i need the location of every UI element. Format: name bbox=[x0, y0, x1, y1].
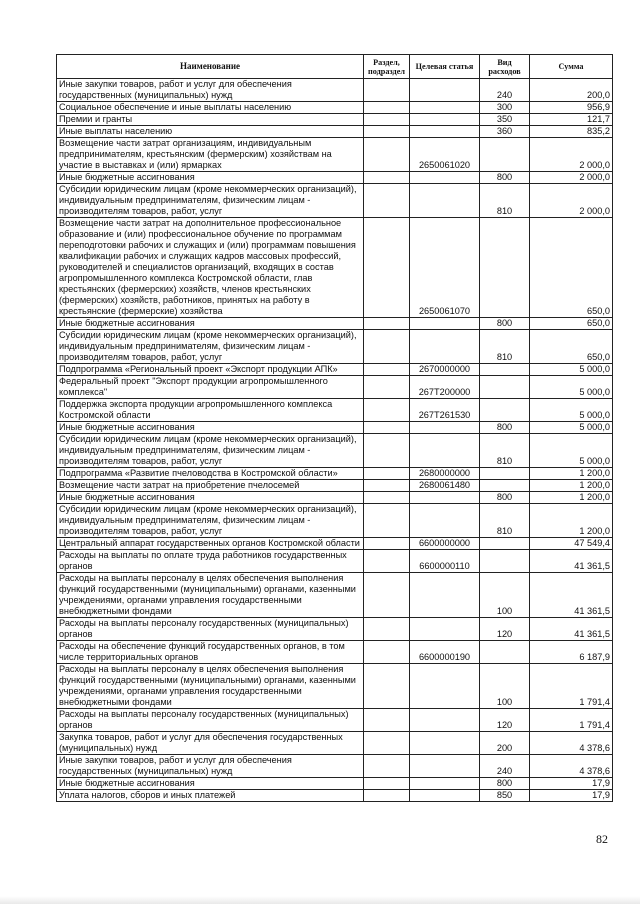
row-sum: 650,0 bbox=[530, 330, 613, 364]
row-target: 267T200000 bbox=[410, 376, 480, 399]
row-sum: 200,0 bbox=[530, 79, 613, 102]
row-kind: 800 bbox=[480, 172, 530, 184]
table-row bbox=[57, 468, 613, 480]
row-sum: 835,2 bbox=[530, 126, 613, 138]
row-sum: 1 791,4 bbox=[530, 709, 613, 732]
row-kind: 810 bbox=[480, 184, 530, 218]
row-section bbox=[364, 330, 410, 364]
row-name: Подпрограмма «Региональный проект «Экспорт продукции АПК» bbox=[57, 364, 364, 376]
table-row bbox=[57, 376, 613, 399]
row-target: 2680000000 bbox=[410, 468, 480, 480]
row-kind: 120 bbox=[480, 709, 530, 732]
page-number: 82 bbox=[596, 832, 608, 846]
row-section bbox=[364, 218, 410, 318]
row-sum: 17,9 bbox=[530, 778, 613, 790]
scan-edge bbox=[0, 896, 640, 904]
row-name: Подпрограмма «Развитие пчеловодства в Костромской области» bbox=[57, 468, 364, 480]
row-section bbox=[364, 732, 410, 755]
row-sum: 5 000,0 bbox=[530, 399, 613, 422]
table-row bbox=[57, 318, 613, 330]
row-kind bbox=[480, 550, 530, 573]
row-target bbox=[410, 330, 480, 364]
row-kind: 100 bbox=[480, 664, 530, 709]
row-name: Премии и гранты bbox=[57, 114, 364, 126]
row-target bbox=[410, 732, 480, 755]
row-name: Иные закупки товаров, работ и услуг для обеспечения государственных (муниципальных) нужд bbox=[57, 79, 364, 102]
row-sum: 5 000,0 bbox=[530, 376, 613, 399]
row-sum: 5 000,0 bbox=[530, 422, 613, 434]
row-name: Возмещение части затрат на дополнительное профессиональное образование и (или) профессиональное обучение по программам переподготовки рабочих и служащих и (или) программам повышения квалификации рабочих и служащих кадров массовых профессий, руководителей и специалистов организаций, входящих в состав агропромышленного комплекса Костромской области, глав крестьянских (фермерских) хозяйств, членов крестьянских (фермерских) хозяйств, работников, принятых на работу в крестьянские (фермерские) хозяйства bbox=[57, 218, 364, 318]
row-section bbox=[364, 550, 410, 573]
row-section bbox=[364, 172, 410, 184]
row-kind: 300 bbox=[480, 102, 530, 114]
row-name: Расходы на выплаты персоналу в целях обеспечения выполнения функций государственными (муниципальными) органами, казенными учреждениями, органами управления государственными внебюджетными фондами bbox=[57, 573, 364, 618]
row-target: 2650061020 bbox=[410, 138, 480, 172]
row-kind: 800 bbox=[480, 422, 530, 434]
row-sum: 1 200,0 bbox=[530, 480, 613, 492]
row-target bbox=[410, 755, 480, 778]
row-name: Субсидии юридическим лицам (кроме некоммерческих организаций), индивидуальным предпринимателям, физическим лицам - производителям товаров, работ, услуг bbox=[57, 434, 364, 468]
row-name: Федеральный проект "Экспорт продукции агропромышленного комплекса" bbox=[57, 376, 364, 399]
row-name: Социальное обеспечение и иные выплаты населению bbox=[57, 102, 364, 114]
row-target bbox=[410, 504, 480, 538]
table-row bbox=[57, 434, 613, 468]
row-target: 6600000110 bbox=[410, 550, 480, 573]
row-target bbox=[410, 573, 480, 618]
table-row bbox=[57, 664, 613, 709]
row-kind bbox=[480, 468, 530, 480]
row-section bbox=[364, 492, 410, 504]
row-kind bbox=[480, 364, 530, 376]
row-name: Субсидии юридическим лицам (кроме некоммерческих организаций), индивидуальным предпринимателям, физическим лицам - производителям товаров, работ, услуг bbox=[57, 504, 364, 538]
row-kind bbox=[480, 538, 530, 550]
row-target bbox=[410, 172, 480, 184]
budget-page bbox=[56, 54, 612, 802]
row-name: Иные бюджетные ассигнования bbox=[57, 422, 364, 434]
row-kind: 800 bbox=[480, 318, 530, 330]
row-section bbox=[364, 538, 410, 550]
row-target: 2680061480 bbox=[410, 480, 480, 492]
row-section bbox=[364, 184, 410, 218]
row-kind: 240 bbox=[480, 79, 530, 102]
row-sum: 6 187,9 bbox=[530, 641, 613, 664]
table-row bbox=[57, 538, 613, 550]
row-kind: 120 bbox=[480, 618, 530, 641]
row-name: Закупка товаров, работ и услуг для обеспечения государственных (муниципальных) нужд bbox=[57, 732, 364, 755]
row-sum: 1 200,0 bbox=[530, 468, 613, 480]
row-section bbox=[364, 641, 410, 664]
row-kind: 350 bbox=[480, 114, 530, 126]
row-sum: 956,9 bbox=[530, 102, 613, 114]
header-name: Наименование bbox=[57, 55, 364, 79]
row-kind bbox=[480, 480, 530, 492]
row-kind: 810 bbox=[480, 330, 530, 364]
row-section bbox=[364, 434, 410, 468]
row-sum: 2 000,0 bbox=[530, 138, 613, 172]
table-row bbox=[57, 218, 613, 318]
row-name: Расходы на выплаты персоналу государственных (муниципальных) органов bbox=[57, 618, 364, 641]
row-section bbox=[364, 790, 410, 802]
row-name: Иные бюджетные ассигнования bbox=[57, 778, 364, 790]
row-name: Расходы на обеспечение функций государственных органов, в том числе территориальных органов bbox=[57, 641, 364, 664]
row-target bbox=[410, 126, 480, 138]
row-kind: 810 bbox=[480, 434, 530, 468]
row-section bbox=[364, 376, 410, 399]
row-sum: 1 791,4 bbox=[530, 664, 613, 709]
table-row bbox=[57, 126, 613, 138]
row-sum: 650,0 bbox=[530, 218, 613, 318]
row-section bbox=[364, 422, 410, 434]
row-target bbox=[410, 492, 480, 504]
row-kind: 810 bbox=[480, 504, 530, 538]
row-target bbox=[410, 79, 480, 102]
table-row bbox=[57, 102, 613, 114]
row-target bbox=[410, 422, 480, 434]
table-row bbox=[57, 330, 613, 364]
row-sum: 41 361,5 bbox=[530, 550, 613, 573]
row-target bbox=[410, 318, 480, 330]
row-name: Субсидии юридическим лицам (кроме некоммерческих организаций), индивидуальным предпринимателям, физическим лицам - производителям товаров, работ, услуг bbox=[57, 184, 364, 218]
header-target: Целевая статья bbox=[410, 55, 480, 79]
row-section bbox=[364, 79, 410, 102]
row-sum: 2 000,0 bbox=[530, 184, 613, 218]
row-kind: 100 bbox=[480, 573, 530, 618]
table-row bbox=[57, 399, 613, 422]
row-name: Субсидии юридическим лицам (кроме некоммерческих организаций), индивидуальным предпринимателям, физическим лицам - производителям товаров, работ, услуг bbox=[57, 330, 364, 364]
row-section bbox=[364, 480, 410, 492]
row-target: 2670000000 bbox=[410, 364, 480, 376]
row-section bbox=[364, 126, 410, 138]
row-section bbox=[364, 399, 410, 422]
table-row bbox=[57, 732, 613, 755]
budget-table bbox=[56, 54, 613, 802]
row-section bbox=[364, 318, 410, 330]
row-name: Уплата налогов, сборов и иных платежей bbox=[57, 790, 364, 802]
row-sum: 4 378,6 bbox=[530, 732, 613, 755]
row-section bbox=[364, 364, 410, 376]
row-name: Поддержка экспорта продукции агропромышленного комплекса Костромской области bbox=[57, 399, 364, 422]
row-target bbox=[410, 114, 480, 126]
row-target: 267T261530 bbox=[410, 399, 480, 422]
row-name: Расходы на выплаты по оплате труда работников государственных органов bbox=[57, 550, 364, 573]
row-target bbox=[410, 102, 480, 114]
row-kind bbox=[480, 376, 530, 399]
row-kind bbox=[480, 138, 530, 172]
header-kind: Вид расходов bbox=[480, 55, 530, 79]
row-section bbox=[364, 618, 410, 641]
table-row bbox=[57, 778, 613, 790]
row-target: 2650061070 bbox=[410, 218, 480, 318]
table-row bbox=[57, 550, 613, 573]
row-target bbox=[410, 618, 480, 641]
row-sum: 4 378,6 bbox=[530, 755, 613, 778]
row-target bbox=[410, 790, 480, 802]
table-row bbox=[57, 618, 613, 641]
row-name: Возмещение части затрат на приобретение пчелосемей bbox=[57, 480, 364, 492]
row-name: Возмещение части затрат организациям, индивидуальным предпринимателям, крестьянским (фермерским) хозяйствам на участие в выставках и (или) ярмарках bbox=[57, 138, 364, 172]
row-section bbox=[364, 755, 410, 778]
table-row bbox=[57, 364, 613, 376]
table-row bbox=[57, 709, 613, 732]
row-target bbox=[410, 184, 480, 218]
row-section bbox=[364, 504, 410, 538]
row-kind: 200 bbox=[480, 732, 530, 755]
table-row bbox=[57, 138, 613, 172]
header-sum: Сумма bbox=[530, 55, 613, 79]
row-target bbox=[410, 709, 480, 732]
row-section bbox=[364, 709, 410, 732]
table-row bbox=[57, 172, 613, 184]
row-kind: 360 bbox=[480, 126, 530, 138]
row-target bbox=[410, 778, 480, 790]
row-sum: 650,0 bbox=[530, 318, 613, 330]
row-target: 6600000000 bbox=[410, 538, 480, 550]
row-kind bbox=[480, 218, 530, 318]
row-sum: 5 000,0 bbox=[530, 434, 613, 468]
table-row bbox=[57, 492, 613, 504]
table-row bbox=[57, 114, 613, 126]
row-sum: 47 549,4 bbox=[530, 538, 613, 550]
row-target bbox=[410, 664, 480, 709]
row-kind bbox=[480, 399, 530, 422]
row-sum: 5 000,0 bbox=[530, 364, 613, 376]
row-section bbox=[364, 102, 410, 114]
table-row bbox=[57, 790, 613, 802]
row-kind bbox=[480, 641, 530, 664]
row-sum: 2 000,0 bbox=[530, 172, 613, 184]
table-row bbox=[57, 79, 613, 102]
table-row bbox=[57, 641, 613, 664]
row-name: Центральный аппарат государственных органов Костромской области bbox=[57, 538, 364, 550]
row-section bbox=[364, 468, 410, 480]
table-body bbox=[57, 79, 613, 802]
row-sum: 1 200,0 bbox=[530, 504, 613, 538]
table-header-row bbox=[57, 55, 613, 79]
row-section bbox=[364, 138, 410, 172]
row-section bbox=[364, 664, 410, 709]
row-kind: 850 bbox=[480, 790, 530, 802]
row-name: Расходы на выплаты персоналу государственных (муниципальных) органов bbox=[57, 709, 364, 732]
row-sum: 17,9 bbox=[530, 790, 613, 802]
table-row bbox=[57, 573, 613, 618]
row-section bbox=[364, 778, 410, 790]
row-target bbox=[410, 434, 480, 468]
row-name: Иные закупки товаров, работ и услуг для обеспечения государственных (муниципальных) нужд bbox=[57, 755, 364, 778]
row-sum: 41 361,5 bbox=[530, 573, 613, 618]
row-kind: 240 bbox=[480, 755, 530, 778]
row-name: Иные бюджетные ассигнования bbox=[57, 172, 364, 184]
table-row bbox=[57, 184, 613, 218]
row-sum: 121,7 bbox=[530, 114, 613, 126]
table-row bbox=[57, 755, 613, 778]
row-section bbox=[364, 573, 410, 618]
row-name: Иные бюджетные ассигнования bbox=[57, 492, 364, 504]
table-row bbox=[57, 422, 613, 434]
row-sum: 1 200,0 bbox=[530, 492, 613, 504]
row-name: Расходы на выплаты персоналу в целях обеспечения выполнения функций государственными (муниципальными) органами, казенными учреждениями, органами управления государственными внебюджетными фондами bbox=[57, 664, 364, 709]
row-target: 6600000190 bbox=[410, 641, 480, 664]
row-sum: 41 361,5 bbox=[530, 618, 613, 641]
row-section bbox=[364, 114, 410, 126]
row-kind: 800 bbox=[480, 492, 530, 504]
row-kind: 800 bbox=[480, 778, 530, 790]
row-name: Иные бюджетные ассигнования bbox=[57, 318, 364, 330]
table-row bbox=[57, 504, 613, 538]
row-name: Иные выплаты населению bbox=[57, 126, 364, 138]
header-section: Раздел, подраздел bbox=[364, 55, 410, 79]
table-row bbox=[57, 480, 613, 492]
